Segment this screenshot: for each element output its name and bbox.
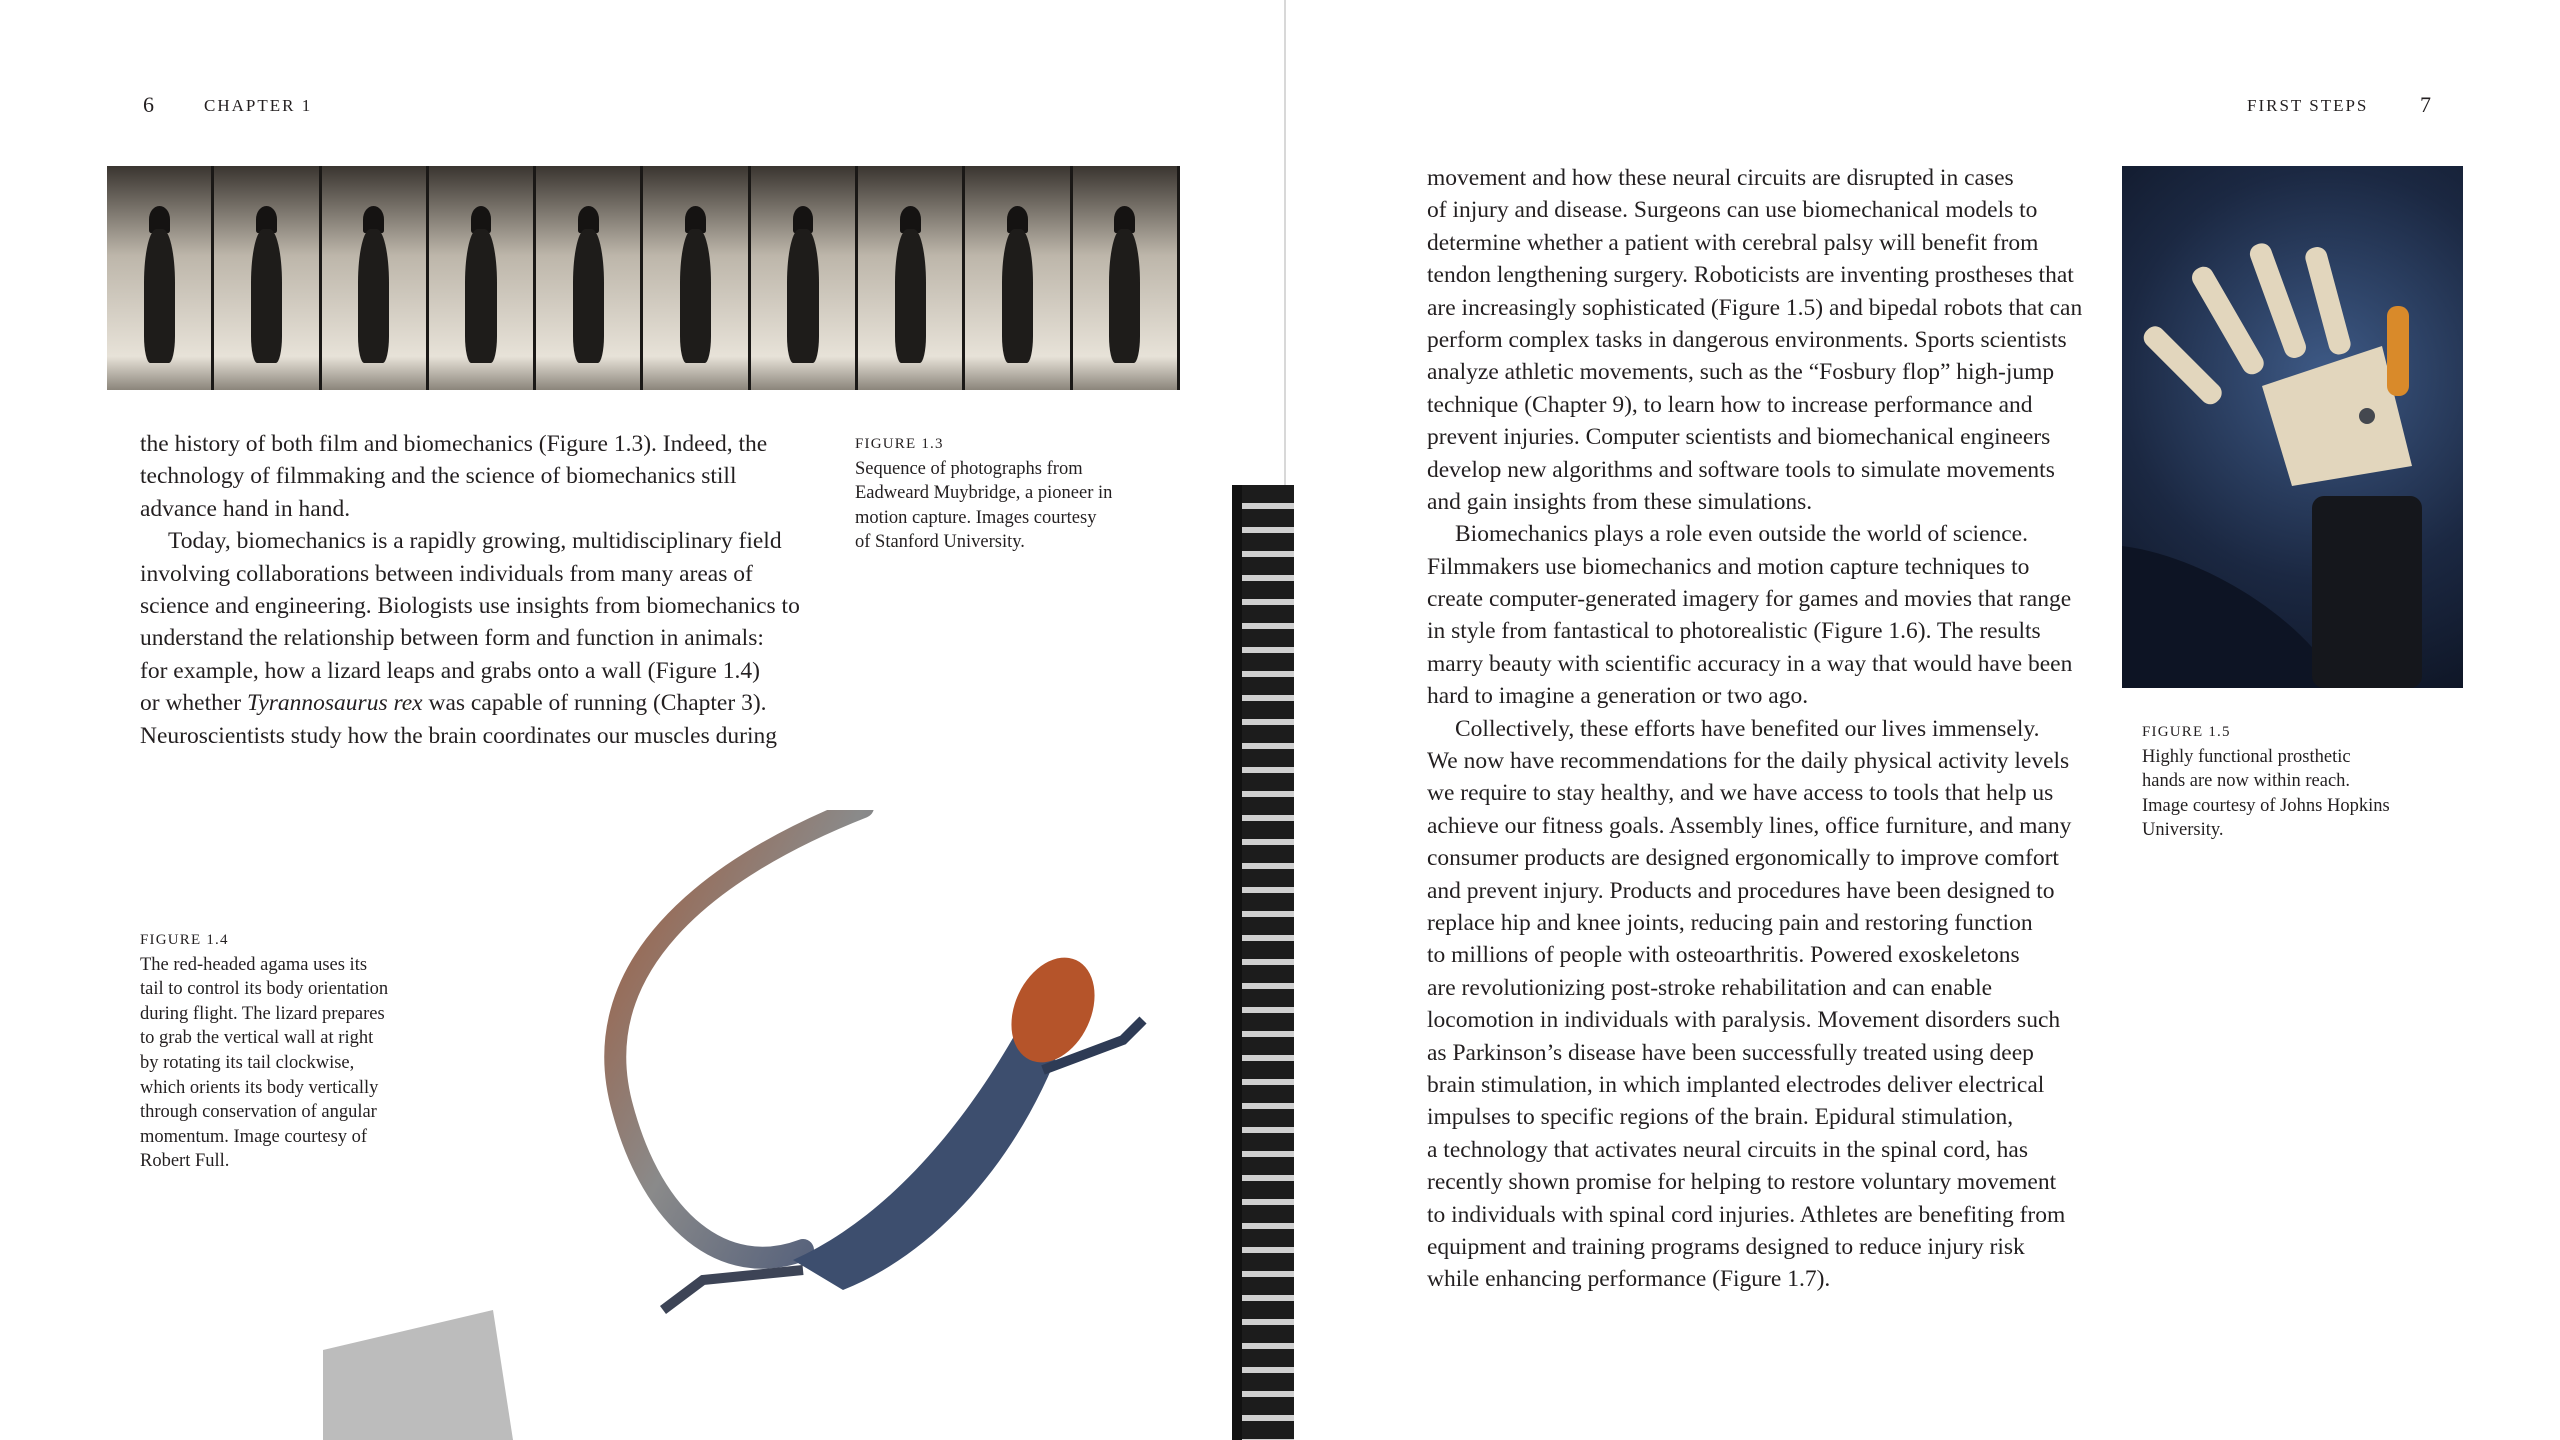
caption-line: through conservation of angular xyxy=(140,1102,377,1123)
text-run: science and engineering. Biologists use insights from biomechanics to xyxy=(140,592,800,619)
lizard-photo xyxy=(323,810,1240,1440)
text-run: as Parkinson’s disease have been successfully treated using deep xyxy=(1427,1039,2034,1066)
body-line xyxy=(1427,194,2082,226)
muybridge-photo-sequence xyxy=(107,166,1180,390)
body-line xyxy=(1427,1004,2082,1036)
body-line xyxy=(1427,1263,2082,1295)
body-line xyxy=(1427,162,2082,194)
text-run: locomotion in individuals with paralysis. Movement disorders such xyxy=(1427,1007,2061,1034)
body-line xyxy=(140,558,800,590)
body-line xyxy=(1427,648,2082,680)
body-line xyxy=(1427,1166,2082,1198)
text-run: tendon lengthening surgery. Roboticists are inventing prostheses that xyxy=(1427,262,2074,289)
body-line xyxy=(140,428,800,460)
vertical-wall-film-edge xyxy=(1232,485,1294,1440)
text-run: technique (Chapter 9), to learn how to increase performance and xyxy=(1427,391,2033,418)
caption-line: Sequence of photographs from xyxy=(855,458,1083,479)
body-line xyxy=(1427,842,2082,874)
photo-frame xyxy=(643,166,750,390)
body-line xyxy=(1427,356,2082,388)
text-run: brain stimulation, in which implanted electrodes deliver electrical xyxy=(1427,1071,2045,1098)
body-line xyxy=(140,460,800,492)
body-line xyxy=(1427,1199,2082,1231)
body-line xyxy=(140,687,800,719)
photo-frame xyxy=(536,166,643,390)
body-line xyxy=(1427,227,2082,259)
text-run: are increasingly sophisticated (Figure 1.5) and bipedal robots that can xyxy=(1427,294,2083,321)
caption-line: motion capture. Images courtesy xyxy=(855,507,1097,528)
photo-frame xyxy=(214,166,321,390)
text-run: marry beauty with scientific accuracy in a way that would have been xyxy=(1427,650,2073,677)
text-run: create computer-generated imagery for games and movies that range xyxy=(1427,586,2072,613)
body-line xyxy=(1427,292,2082,324)
text-run: movement and how these neural circuits are disrupted in cases xyxy=(1427,165,2014,191)
body-line xyxy=(1427,486,2082,518)
caption-line: Robert Full. xyxy=(140,1151,230,1172)
text-run: determine whether a patient with cerebral palsy will benefit from xyxy=(1427,229,2039,256)
prosthetic-hand-photo xyxy=(2122,166,2463,688)
text-run: Collectively, these efforts have benefited our lives immensely. xyxy=(1455,715,2040,742)
text-run: understand the relationship between form and function in animals: xyxy=(140,625,764,652)
body-line xyxy=(140,655,800,687)
text-run: equipment and training programs designed to reduce injury risk xyxy=(1427,1233,2025,1260)
text-run: achieve our fitness goals. Assembly lines, office furniture, and many xyxy=(1427,812,2072,839)
text-run: was capable of running (Chapter 3). xyxy=(422,690,767,717)
body-line xyxy=(1427,1134,2082,1166)
body-line xyxy=(1427,939,2082,971)
text-run: involving collaborations between individuals from many areas of xyxy=(140,560,753,587)
text-run: or whether xyxy=(140,690,248,717)
text-run: we require to stay healthy, and we have access to tools that help us xyxy=(1427,780,2054,807)
text-run: replace hip and knee joints, reducing pain and restoring function xyxy=(1427,909,2033,936)
body-line xyxy=(1427,389,2082,421)
lizard-tail xyxy=(615,810,863,1258)
page-number-left: 6 xyxy=(143,92,154,117)
figure-label: FIGURE 1.3 xyxy=(855,436,944,452)
lizard-body xyxy=(793,1020,1063,1290)
text-run: to millions of people with osteoarthritis. Powered exoskeletons xyxy=(1427,942,2020,969)
text-run: and prevent injury. Products and procedures have been designed to xyxy=(1427,877,2055,904)
body-line xyxy=(140,493,800,525)
photo-frame xyxy=(107,166,214,390)
lizard-hindleg xyxy=(663,1270,803,1310)
caption-line: University. xyxy=(2142,820,2224,841)
text-run: recently shown promise for helping to restore voluntary movement xyxy=(1427,1169,2057,1196)
body-text-left xyxy=(140,428,800,752)
text-run: the history of both film and biomechanics (Figure 1.3). Indeed, the xyxy=(140,431,768,457)
text-run: Neuroscientists study how the brain coordinates our muscles during xyxy=(140,722,777,749)
text-run: to individuals with spinal cord injuries. Athletes are benefiting from xyxy=(1427,1201,2066,1228)
photo-frame xyxy=(965,166,1072,390)
body-line xyxy=(1427,713,2082,745)
body-line xyxy=(1427,907,2082,939)
caption-line: of Stanford University. xyxy=(855,532,1025,553)
caption-line: which orients its body vertically xyxy=(140,1077,379,1098)
caption-line: Highly functional prosthetic xyxy=(2142,746,2351,767)
text-run: hard to imagine a generation or two ago. xyxy=(1427,683,1809,710)
caption-line: to grab the vertical wall at right xyxy=(140,1028,374,1049)
photo-frame xyxy=(429,166,536,390)
body-line xyxy=(1427,454,2082,486)
page-number-right: 7 xyxy=(2420,92,2431,117)
body-line xyxy=(140,720,800,752)
text-run: Biomechanics plays a role even outside the world of science. xyxy=(1455,521,2028,548)
text-run: Today, biomechanics is a rapidly growing, multidisciplinary field xyxy=(168,528,782,555)
body-line xyxy=(1427,324,2082,356)
body-line xyxy=(140,525,800,557)
body-line xyxy=(1427,1037,2082,1069)
body-line xyxy=(1427,259,2082,291)
body-line xyxy=(1427,583,2082,615)
caption-line: Eadweard Muybridge, a pioneer in xyxy=(855,483,1113,504)
text-run: are revolutionizing post-stroke rehabilitation and can enable xyxy=(1427,974,1993,1001)
italic-text: Tyrannosaurus rex xyxy=(247,690,423,717)
text-run: perform complex tasks in dangerous environments. Sports scientists xyxy=(1427,326,2067,353)
figure-1-3-caption xyxy=(855,432,1112,555)
text-run: impulses to specific regions of the brain. Epidural stimulation, xyxy=(1427,1104,2014,1131)
photo-frame xyxy=(322,166,429,390)
caption-line: The red-headed agama uses its xyxy=(140,954,368,975)
body-line xyxy=(1427,1101,2082,1133)
body-line xyxy=(1427,680,2082,712)
text-run: consumer products are designed ergonomically to improve comfort xyxy=(1427,845,2059,872)
body-line xyxy=(1427,810,2082,842)
ledge xyxy=(323,1310,513,1440)
text-run: in style from fantastical to photorealistic (Figure 1.6). The results xyxy=(1427,618,2041,645)
running-head-left: CHAPTER 1 xyxy=(204,96,313,115)
running-head-right: FIRST STEPS xyxy=(2247,96,2369,115)
body-line xyxy=(1427,518,2082,550)
photo-frame xyxy=(751,166,858,390)
text-run: develop new algorithms and software tools to simulate movements xyxy=(1427,456,2055,483)
figure-label: FIGURE 1.4 xyxy=(140,932,229,948)
caption-line: momentum. Image courtesy of xyxy=(140,1126,368,1147)
figure-label: FIGURE 1.5 xyxy=(2142,724,2231,740)
body-line xyxy=(140,590,800,622)
text-run: while enhancing performance (Figure 1.7). xyxy=(1427,1266,1831,1293)
text-run: prevent injuries. Computer scientists and biomechanical engineers xyxy=(1427,424,2051,451)
body-line xyxy=(1427,972,2082,1004)
figure-1-5-caption xyxy=(2142,720,2390,843)
caption-line: tail to control its body orientation xyxy=(140,979,389,1000)
text-run: We now have recommendations for the daily physical activity levels xyxy=(1427,748,2070,775)
text-run: Filmmakers use biomechanics and motion capture techniques to xyxy=(1427,553,2030,580)
body-line xyxy=(1427,875,2082,907)
text-run: technology of filmmaking and the science of biomechanics still xyxy=(140,463,737,490)
body-line xyxy=(1427,745,2082,777)
text-run: and gain insights from these simulations. xyxy=(1427,488,1813,515)
photo-frame xyxy=(858,166,965,390)
text-run: a technology that activates neural circuits in the spinal cord, has xyxy=(1427,1136,2029,1163)
photo-frame xyxy=(1073,166,1180,390)
body-line xyxy=(1427,777,2082,809)
body-line xyxy=(140,622,800,654)
body-line xyxy=(1427,1069,2082,1101)
caption-line: during flight. The lizard prepares xyxy=(140,1003,385,1024)
body-line xyxy=(1427,615,2082,647)
body-line xyxy=(1427,551,2082,583)
caption-line: by rotating its tail clockwise, xyxy=(140,1052,355,1073)
text-run: advance hand in hand. xyxy=(140,495,351,522)
body-text-right xyxy=(1427,162,2082,1296)
body-line xyxy=(1427,421,2082,453)
caption-line: hands are now within reach. xyxy=(2142,771,2351,792)
text-run: analyze athletic movements, such as the “Fosbury flop” high-jump xyxy=(1427,359,2055,386)
text-run: for example, how a lizard leaps and grabs onto a wall (Figure 1.4) xyxy=(140,657,760,684)
caption-line: Image courtesy of Johns Hopkins xyxy=(2142,795,2390,816)
text-run: of injury and disease. Surgeons can use biomechanical models to xyxy=(1427,197,2038,224)
body-line xyxy=(1427,1231,2082,1263)
